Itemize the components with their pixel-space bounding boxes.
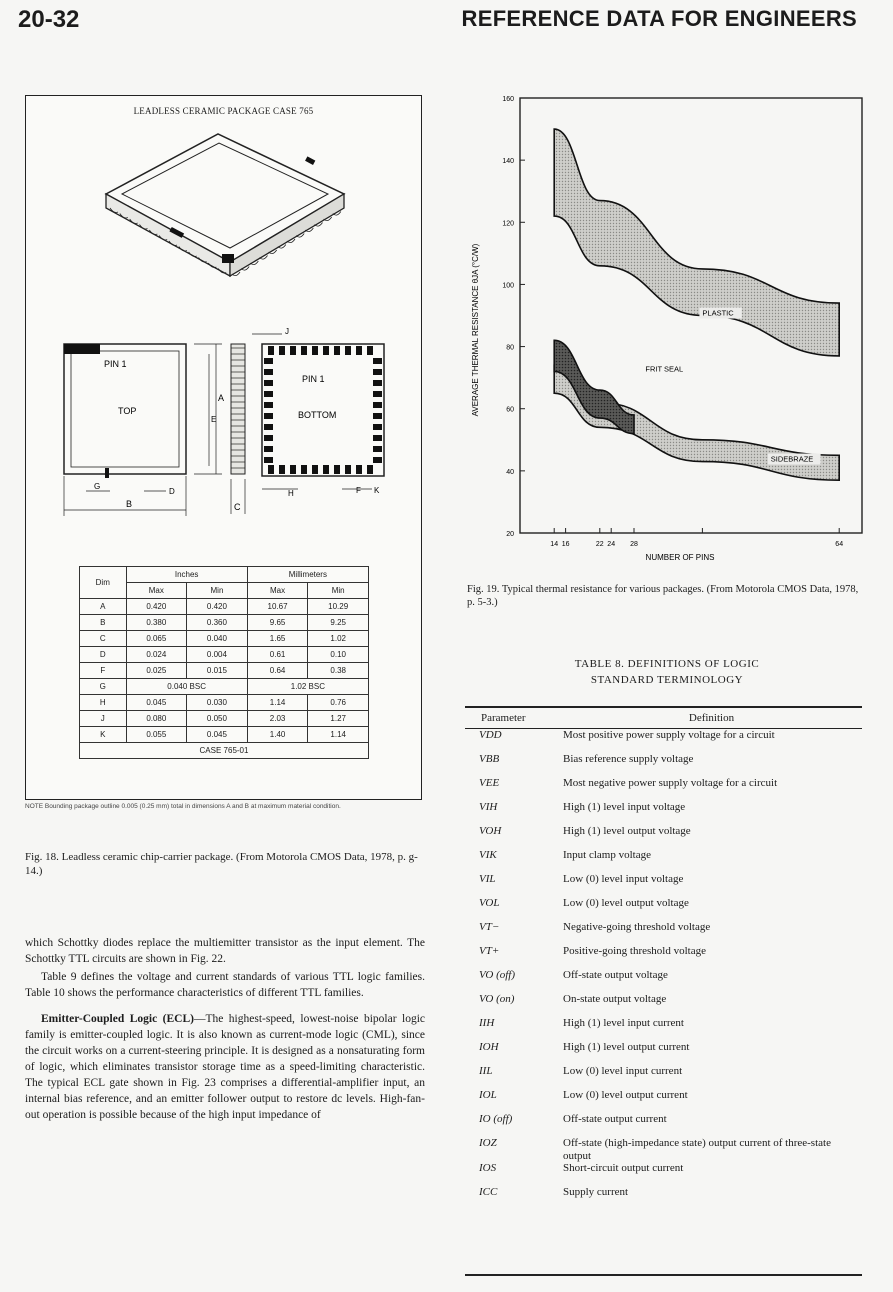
- parameter-definition: High (1) level output current: [563, 1041, 690, 1053]
- dim-d-label: D: [169, 487, 175, 496]
- y-axis-label: AVERAGE THERMAL RESISTANCE θJA (°C/W): [471, 243, 480, 417]
- parameter-definition: Short-circuit output current: [563, 1162, 684, 1174]
- parameter-symbol: VIK: [479, 849, 497, 861]
- dim-h-label: H: [288, 489, 294, 498]
- y-tick-label: 60: [506, 406, 514, 414]
- parameter-symbol: IO (off): [479, 1113, 513, 1125]
- paragraph: which Schottky diodes replace the multiemitter transistor as the input element. The Schottky TTL circuits are shown in Fig. 22.: [25, 937, 425, 965]
- dim-c-label: C: [234, 502, 241, 512]
- dimension-table: [79, 566, 369, 759]
- figure-18-caption: Fig. 18. Leadless ceramic chip-carrier package. (From Motorola CMOS Data, 1978, p. g-14.): [25, 851, 418, 877]
- iso-package-top: [106, 134, 344, 262]
- parameter-definition: Off-state (high-impedance state) output current of three-state output: [563, 1137, 831, 1162]
- parameter-definition: Off-state output current: [563, 1113, 667, 1125]
- table-row: G 0.040 BSC 1.02 BSC: [80, 679, 369, 695]
- parameter-definition: Input clamp voltage: [563, 849, 651, 861]
- table-row: [465, 897, 862, 921]
- y-tick-label: 140: [502, 158, 514, 166]
- ecl-heading: Emitter-Coupled Logic (ECL): [41, 1013, 194, 1025]
- table-row: [465, 969, 862, 993]
- parameter-definition: High (1) level output voltage: [563, 825, 691, 837]
- dim-k-label: K: [374, 486, 380, 495]
- table-row: [465, 729, 862, 754]
- dim-g-label: G: [94, 482, 101, 491]
- paragraph: Table 9 defines the voltage and current standards of various TTL logic families. Table 10 shows the performance characteristics of different TTL families.: [25, 971, 425, 999]
- parameter-symbol: VT+: [479, 945, 500, 957]
- parameter-definition: Low (0) level output current: [563, 1089, 688, 1101]
- x-tick-label: 22: [595, 541, 604, 548]
- terminology-table: [465, 708, 862, 1210]
- parameter-definition: Bias reference supply voltage: [563, 753, 694, 765]
- parameter-definition: On-state output voltage: [563, 993, 667, 1005]
- x-tick-label: 16: [561, 541, 570, 548]
- y-tick-label: 160: [502, 96, 514, 103]
- dim-b-label: B: [126, 499, 133, 509]
- table-row: [465, 921, 862, 945]
- table-row: K 0.055 0.045 1.40 1.14: [80, 727, 369, 743]
- table-row: D 0.024 0.004 0.61 0.10: [80, 647, 369, 663]
- table-row: [465, 753, 862, 777]
- parameter-symbol: VBB: [479, 753, 500, 765]
- body-text: [25, 935, 425, 1123]
- table-row: [465, 825, 862, 849]
- parameter-symbol: VT−: [479, 921, 500, 933]
- col-min: Min: [308, 583, 369, 599]
- table-row: [465, 1113, 862, 1137]
- col-definition: Definition: [561, 708, 862, 729]
- col-max: Max: [247, 583, 308, 599]
- page-number: 20-32: [18, 6, 80, 33]
- table-row: J 0.080 0.050 2.03 1.27: [80, 711, 369, 727]
- table-row: [465, 1065, 862, 1089]
- parameter-definition: Most positive power supply voltage for a circuit: [563, 729, 775, 741]
- parameter-definition: Positive-going threshold voltage: [563, 945, 706, 957]
- parameter-symbol: VIL: [479, 873, 496, 885]
- parameter-symbol: IOZ: [479, 1137, 497, 1149]
- parameter-symbol: VOL: [479, 897, 500, 909]
- pin1-top-label: PIN 1: [104, 359, 127, 369]
- table-row: [465, 993, 862, 1017]
- table-row: [465, 1137, 862, 1162]
- col-dim: Dim: [80, 567, 127, 599]
- figure-19-caption: Fig. 19. Typical thermal resistance for various packages. (From Motorola CMOS Data, 1978, p. 5-3.): [467, 584, 859, 608]
- col-max: Max: [126, 583, 187, 599]
- table-row: [465, 873, 862, 897]
- parameter-definition: Most negative power supply voltage for a circuit: [563, 777, 778, 789]
- table-row: B 0.380 0.360 9.65 9.25: [80, 615, 369, 631]
- bottom-label: BOTTOM: [298, 410, 337, 420]
- table-row: C 0.065 0.040 1.65 1.02: [80, 631, 369, 647]
- parameter-symbol: VIH: [479, 801, 498, 813]
- parameter-symbol: IOS: [479, 1162, 497, 1174]
- dim-e-label: E: [211, 415, 217, 424]
- col-inches: Inches: [126, 567, 247, 583]
- parameter-symbol: VEE: [479, 777, 500, 789]
- parameter-symbol: VO (off): [479, 969, 516, 981]
- package-title: LEADLESS CERAMIC PACKAGE CASE 765: [133, 106, 314, 116]
- parameter-definition: Low (0) level output voltage: [563, 897, 689, 909]
- table-row: A 0.420 0.420 10.67 10.29: [80, 599, 369, 615]
- parameter-definition: High (1) level input current: [563, 1017, 684, 1029]
- table-row: [465, 1017, 862, 1041]
- parameter-symbol: IOL: [479, 1089, 497, 1101]
- col-mm: Millimeters: [247, 567, 368, 583]
- parameter-symbol: IOH: [479, 1041, 499, 1053]
- series-label: PLASTIC: [702, 308, 734, 318]
- y-tick-label: 40: [506, 468, 514, 476]
- series-band-plastic: [554, 129, 839, 356]
- parameter-definition: Low (0) level input voltage: [563, 873, 684, 885]
- parameter-definition: High (1) level input voltage: [563, 801, 686, 813]
- pin1-bottom-label: PIN 1: [302, 374, 325, 384]
- table-row: [465, 945, 862, 969]
- parameter-definition: Negative-going threshold voltage: [563, 921, 711, 933]
- figure-19-thermal-chart: [462, 90, 872, 570]
- table-bottom-rule: [465, 1274, 862, 1276]
- parameter-definition: Off-state output voltage: [563, 969, 668, 981]
- col-parameter: Parameter: [465, 708, 561, 729]
- table-row: [465, 801, 862, 825]
- table-row: F 0.025 0.015 0.64 0.38: [80, 663, 369, 679]
- parameter-symbol: ICC: [479, 1186, 498, 1198]
- y-tick-label: 80: [506, 344, 514, 352]
- paragraph: Emitter-Coupled Logic (ECL)—The highest-speed, lowest-noise bipolar logic family is emitter-coupled logic. It is also known as current-mode logic (CML), since the circuit works on a current-steering principle. It is designed as a nonsaturating form of logic, which eliminates transistor storage time as a speed-limiting characteristic. The typical ECL gate shown in Fig. 23 comprises a differential-amplifier input, an internal bias reference, and an emitter follower output to restore dc levels. High-fan-out operation is possible because of the high input impedance of: [25, 1013, 425, 1121]
- parameter-symbol: VO (on): [479, 993, 515, 1005]
- x-axis-label: NUMBER OF PINS: [645, 553, 715, 562]
- parameter-symbol: VOH: [479, 825, 502, 837]
- parameter-definition: Low (0) level input current: [563, 1065, 683, 1077]
- table-row: [465, 1162, 862, 1186]
- parameter-symbol: IIH: [479, 1017, 495, 1029]
- running-header: REFERENCE DATA FOR ENGINEERS: [461, 6, 857, 31]
- table-row: [465, 1041, 862, 1065]
- x-tick-label: 14: [550, 541, 559, 548]
- dim-a-label: A: [218, 393, 225, 403]
- series-label: FRIT SEAL: [645, 364, 684, 374]
- y-tick-label: 100: [502, 282, 514, 290]
- dim-f-label: F: [356, 486, 361, 495]
- y-tick-label: 120: [502, 220, 514, 228]
- table-row: [465, 1089, 862, 1113]
- x-tick-label: 24: [607, 541, 616, 548]
- table-row: [465, 849, 862, 873]
- x-tick-label: 28: [630, 541, 638, 548]
- series-label: SIDEBRAZE: [770, 454, 814, 464]
- dim-j-label: J: [285, 327, 289, 336]
- figure-18-package-drawing: [25, 95, 422, 800]
- package-diagram: [26, 96, 421, 566]
- figure-18-note: NOTE Bounding package outline 0.005 (0.25 mm) total in dimensions A and B at maximum material condition.: [25, 803, 341, 810]
- col-min: Min: [187, 583, 248, 599]
- table-row: H 0.045 0.030 1.14 0.76: [80, 695, 369, 711]
- top-label: TOP: [118, 406, 137, 416]
- table-8-title-line1: TABLE 8. DEFINITIONS OF LOGIC: [574, 658, 760, 670]
- x-tick-label: 64: [835, 541, 844, 548]
- table-row: [465, 777, 862, 801]
- parameter-definition: Supply current: [563, 1186, 629, 1198]
- chart-svg: [462, 90, 872, 570]
- parameter-symbol: VDD: [479, 729, 502, 741]
- case-number: CASE 765-01: [80, 743, 369, 759]
- table-row: [465, 1186, 862, 1210]
- parameter-symbol: IIL: [479, 1065, 493, 1077]
- table-8-title-line2: STANDARD TERMINOLOGY: [590, 674, 744, 686]
- y-tick-label: 20: [506, 531, 514, 538]
